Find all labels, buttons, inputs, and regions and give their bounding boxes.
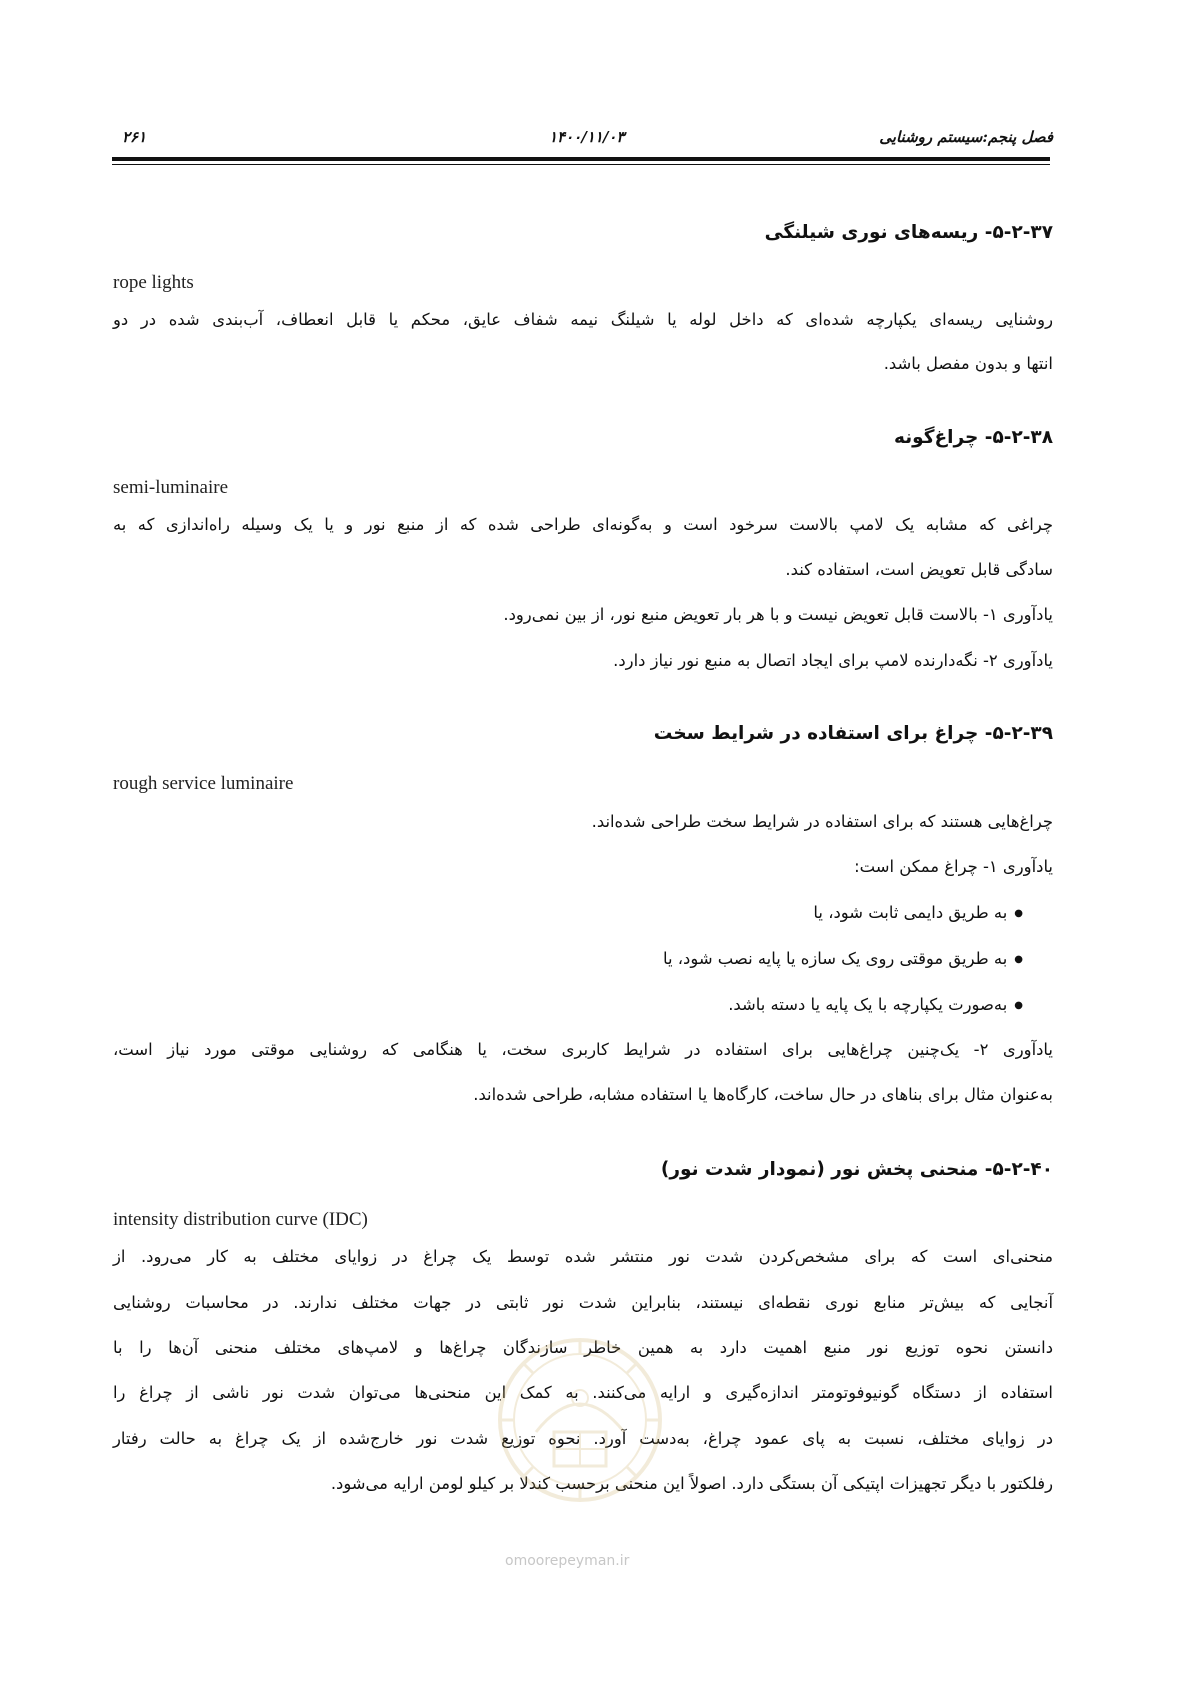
bullet-item: ● به طریق دایمی ثابت شود، یا [813, 903, 1023, 922]
section-heading: ۵-۲-۳۸- چراغ‌گونه [894, 427, 1053, 448]
body-line: در زوایای مختلف، نسبت به پای عمود چراغ، به‌دست آورد. نحوه توزیع شدت نور خارج‌شده از یک چراغ به حالت رفتار [113, 1429, 1053, 1448]
section-heading: ۵-۲-۳۹- چراغ برای استفاده در شرایط سخت [653, 723, 1053, 744]
header-rule-thin [112, 164, 1050, 165]
note-line: به‌عنوان مثال برای بناهای در حال ساخت، کارگاه‌ها یا استفاده مشابه، طراحی شده‌اند. [473, 1085, 1053, 1104]
english-term: semi-luminaire [113, 477, 229, 498]
body-line: منحنی‌ای است که برای مشخص‌کردن شدت نور منتشر شده توسط یک چراغ در زوایای مختلف به کار می‌رود. از [113, 1247, 1053, 1266]
body-line: استفاده از دستگاه گونیوفوتومتر اندازه‌گیری و ارایه می‌کنند. به کمک این منحنی‌ها می‌توان شدت نور ناشی از چراغ را [113, 1383, 1053, 1402]
english-term: rough service luminaire [113, 773, 294, 794]
body-line: دانستن نحوه توزیع نور منبع اهمیت دارد به همین خاطر سازندگان چراغ‌ها و لامپ‌های مختلف منحنی آن‌ها را با [113, 1338, 1053, 1357]
page-number: ۲۶۱ [122, 128, 147, 146]
section-heading: ۵-۲-۴۰- منحنی پخش نور (نمودار شدت نور) [660, 1159, 1053, 1180]
body-line: رفلکتور با دیگر تجهیزات اپتیکی آن بستگی دارد. اصولاً این منحنی برحسب کندلا بر کیلو لومن ارایه می‌شود. [330, 1474, 1053, 1493]
bullet-item: ● به‌صورت یکپارچه با یک پایه یا دسته باشد. [728, 995, 1023, 1014]
header-rule-thick [112, 157, 1050, 161]
watermark-seal-logo [496, 1336, 664, 1504]
running-header-date: ۱۴۰۰/۱۱/۰۳ [549, 128, 625, 146]
body-line: روشنایی ریسه‌ای یکپارچه شده‌ای که داخل لوله یا شیلنگ نیمه شفاف عایق، محکم یا قابل انعطاف، آب‌بندی شده در دو [113, 310, 1053, 329]
note-line: یادآوری ۱- بالاست قابل تعویض نیست و با هر بار تعویض منبع نور، از بین نمی‌رود. [503, 605, 1053, 624]
note-line: یادآوری ۲- نگه‌دارنده لامپ برای ایجاد اتصال به منبع نور نیاز دارد. [613, 651, 1053, 670]
english-term: intensity distribution curve (IDC) [113, 1209, 368, 1230]
body-line: انتها و بدون مفصل باشد. [883, 354, 1053, 373]
body-line: سادگی قابل تعویض است، استفاده کند. [785, 560, 1053, 579]
watermark-url: omoorepeyman.ir [505, 1553, 630, 1569]
body-line: آنجایی که بیش‌تر منابع نوری نقطه‌ای نیستند، بنابراین شدت نور ثابتی در جهات مختلف ندارند. در محاسبات روشنایی [113, 1293, 1053, 1312]
note-line: یادآوری ۱- چراغ ممکن است: [854, 857, 1053, 876]
section-heading: ۵-۲-۳۷- ریسه‌های نوری شیلنگی [764, 222, 1053, 243]
body-line: چراغی که مشابه یک لامپ بالاست سرخود است و به‌گونه‌ای طراحی شده که از منبع نور و یا یک وسیله راه‌اندازی که به [113, 515, 1053, 534]
english-term: rope lights [113, 272, 194, 293]
body-line: چراغ‌هایی هستند که برای استفاده در شرایط سخت طراحی شده‌اند. [591, 812, 1053, 831]
bullet-item: ● به طریق موقتی روی یک سازه یا پایه نصب شود، یا [663, 949, 1023, 968]
note-line: یادآوری ۲- یک‌چنین چراغ‌هایی برای استفاده در شرایط کاربری سخت، یا هنگامی که روشنایی موقتی مورد نیاز است، [113, 1040, 1053, 1059]
running-header-chapter: فصل پنجم:سیستم روشنایی [879, 128, 1053, 146]
